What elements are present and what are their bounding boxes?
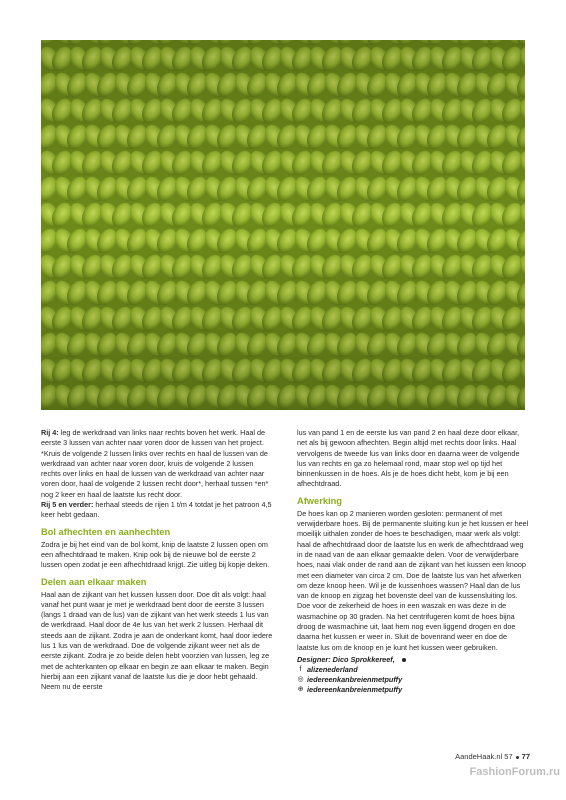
designer-line [297, 655, 529, 665]
heading-delen: Delen aan elkaar maken [41, 576, 147, 587]
heading-bol-afhechten: Bol afhechten en aanhechten [41, 526, 171, 537]
paragraph-delen: Haal aan de zijkant van het kussen lussen door. Doe dit als volgt: haal vanaf het punt waar je met je werkdraad bent door de eerste 3 lussen (langs 1 draad van de lus) van de zijkant van het werk steeds 1 lus van de werkdraad. Haal door de 4e lus van het werk 2 lussen. Herhaal dit steeds aan de zijkant. Zodra je aan de onderkant komt, haal door iedere lus 1 lus van de werkdraad. Doe de volgende zijkant weer net als de eerste zijkant. Zodra je zo beide delen hebt voorzien van lussen, leg ze met de achterkanten op elkaar en begin ze aan elkaar te maken. Begin hierbij aan een zijkant vanaf de laatste lus die je door hebt gehaald. Neem nu de eerste [41, 589, 273, 692]
website-text: iedereenkanbreienmetpuffy [307, 684, 403, 694]
instagram-line[interactable] [297, 675, 529, 685]
designer-text: Designer: Dico Sprokkereef, [297, 654, 395, 664]
website-line[interactable] [297, 685, 529, 695]
bullet-icon [402, 658, 406, 662]
instagram-icon: ◎ [297, 675, 304, 683]
facebook-icon: f [299, 665, 302, 673]
row4-label: Rij 4: [41, 428, 59, 437]
paragraph-bol: Zodra je bij het eind van de bol komt, knip de laatste 2 lussen open om een afhechtdraad te maken. Knip ook bij de nieuwe bol de eerste 2 lussen open zodat je een afhechtdraad krijgt. Zie uitleg bij kopje deken. [41, 539, 270, 570]
right-column [297, 428, 529, 695]
instagram-handle: iedereenkanbreienmetpuffy [307, 674, 403, 684]
facebook-line[interactable] [297, 665, 529, 675]
paragraph-row5 [41, 500, 273, 521]
knitted-blanket-photo [41, 40, 525, 410]
credits [297, 655, 529, 695]
globe-icon: ⊕ [297, 685, 304, 693]
watermark: FashionForum.ru [469, 766, 560, 778]
facebook-handle: alizenederland [307, 664, 358, 674]
footer-bullet-icon [516, 756, 519, 759]
row4-text: leg de werkdraad van links naar rechts boven het werk. Haal de eerste 3 lussen van achter naar voren door de lussen van het project. *Kruis de volgende 2 lussen links over rechts en haal de lussen van de werkdraad van achter naar voren door, kruis de volgende 2 lussen rechts over links en haal de lussen van de werkdraad van achter naar voren door, haal de volgende 2 lussen recht door*, herhaal tussen *en* nog 2 keer en haal de laatste lus recht door. [41, 428, 269, 499]
left-column [41, 428, 273, 693]
heading-afwerking: Afwerking [297, 495, 342, 506]
paragraph-row4 [41, 428, 273, 500]
magazine-name: AandeHaak.nl 57 [455, 752, 513, 761]
row5-label: Rij 5 en verder: [41, 500, 94, 510]
paragraph-afwerking: De hoes kan op 2 manieren worden gesloten: permanent of met verwijderbare hoes. Bij de permanente sluiting kun je het kussen er heel moeilijk uithalen zonder de hoes te beschadigen, maar werk als volgt: haal de afhechtdraad door de laatste lus en werk de afhechtdraad weg in de naad van de aan elkaar gemaakte delen. Voor de verwijderbare hoes, naai vlak onder de rand aan de zijkant van het kussen een knoop met een diameter van circa 2 cm. Doe de laatste lus van het afwerken om deze knoop heen. Wil je de kussenhoes wassen? Haal dan de lus van de knoop en zigzag het bovenste deel van de kussensluiting los. Doe voor de zekerheid de hoes in een waszak en was deze in de wasmachine op 30 graden. Na het centrifugeren komt de hoes bijna droog de wasmachine uit, laat hem nog even liggend drogen en doe daarna het kussen er weer in. Sluit de bovenrand weer en doe de laatste lus om de knoop en je kunt het kussen weer gebruiken. [297, 508, 529, 652]
row5-text: herhaal steeds de rijen 1 t/m 4 totdat je het patroon 4,5 keer hebt gedaan. [41, 500, 272, 520]
page-number: 77 [521, 752, 530, 761]
knit-texture [41, 40, 525, 410]
paragraph-continued: lus van pand 1 en de eerste lus van pand 2 en haal deze door elkaar, net als bij gewoon afhechten. Begin altijd met rechts door links. Haal vervolgens de tweede lus van links door en daarna weer de volgende lus van rechts en ga zo helemaal rond, maar stop wel op tijd het binnenkussen in de hoes. Als je de hoes dicht hebt, kom je bij een afhechtdraad. [297, 428, 520, 489]
page-footer [390, 752, 530, 761]
